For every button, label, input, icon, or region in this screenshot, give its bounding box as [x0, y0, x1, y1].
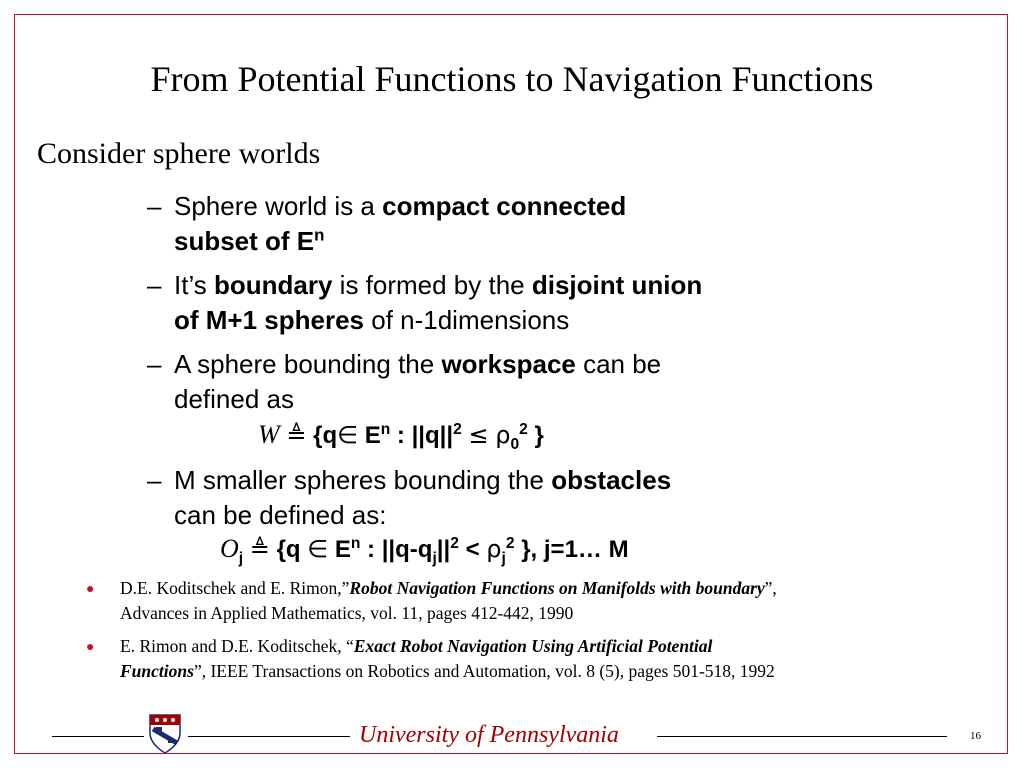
dash-marker: – [147, 465, 162, 495]
penn-shield-logo [148, 713, 182, 755]
bullet-obstacles: – M smaller spheres bounding the obstacles can be defined as: [147, 465, 672, 530]
bullet-boundary: – It’s boundary is formed by the disjoint union of M+1 spheres of n-1dimensions [147, 270, 703, 335]
university-name: University of Pennsylvania [359, 722, 619, 748]
footer-divider-right [657, 736, 947, 737]
intro-text: Consider sphere worlds [37, 137, 321, 170]
bullet-workspace: – A sphere bounding the workspace can be defined as [147, 349, 662, 414]
dash-marker: – [147, 270, 162, 300]
reference-rimon-1992: E. Rimon and D.E. Koditschek, “Exact Robot Navigation Using Artificial Potential Functions”, IEEE Transactions on Robotics and Automation, vol. 8 (5), pages 501-518, 1992 [120, 636, 775, 681]
dash-marker: – [147, 349, 162, 379]
page-number: 16 [970, 730, 981, 742]
obstacles-formula: $O_j$ ≜ {q ∈ $E^n$ : $||q-q_j||^2 < \rho_j^2$ }, j=1… M [220, 534, 629, 567]
reference-bullet: ● [86, 640, 95, 655]
reference-bullet: ● [86, 582, 95, 597]
footer-divider-mid [188, 736, 350, 737]
dash-marker: – [147, 191, 162, 221]
slide-title: From Potential Functions to Navigation Functions [150, 59, 874, 99]
workspace-formula: W ≜ {q∈ $E^n$ : $||q||^2 \le \rho_0^2$ } [258, 420, 544, 453]
bullet-sphere-world: – Sphere world is a compact connected subset of $E^n$ [147, 191, 627, 256]
reference-koditschek-1990: D.E. Koditschek and E. Rimon,”Robot Navigation Functions on Manifolds with boundary”, Advances in Applied Mathematics, vol. 11, pages 412-442, 1990 [120, 578, 777, 623]
footer-divider-left [52, 736, 144, 737]
